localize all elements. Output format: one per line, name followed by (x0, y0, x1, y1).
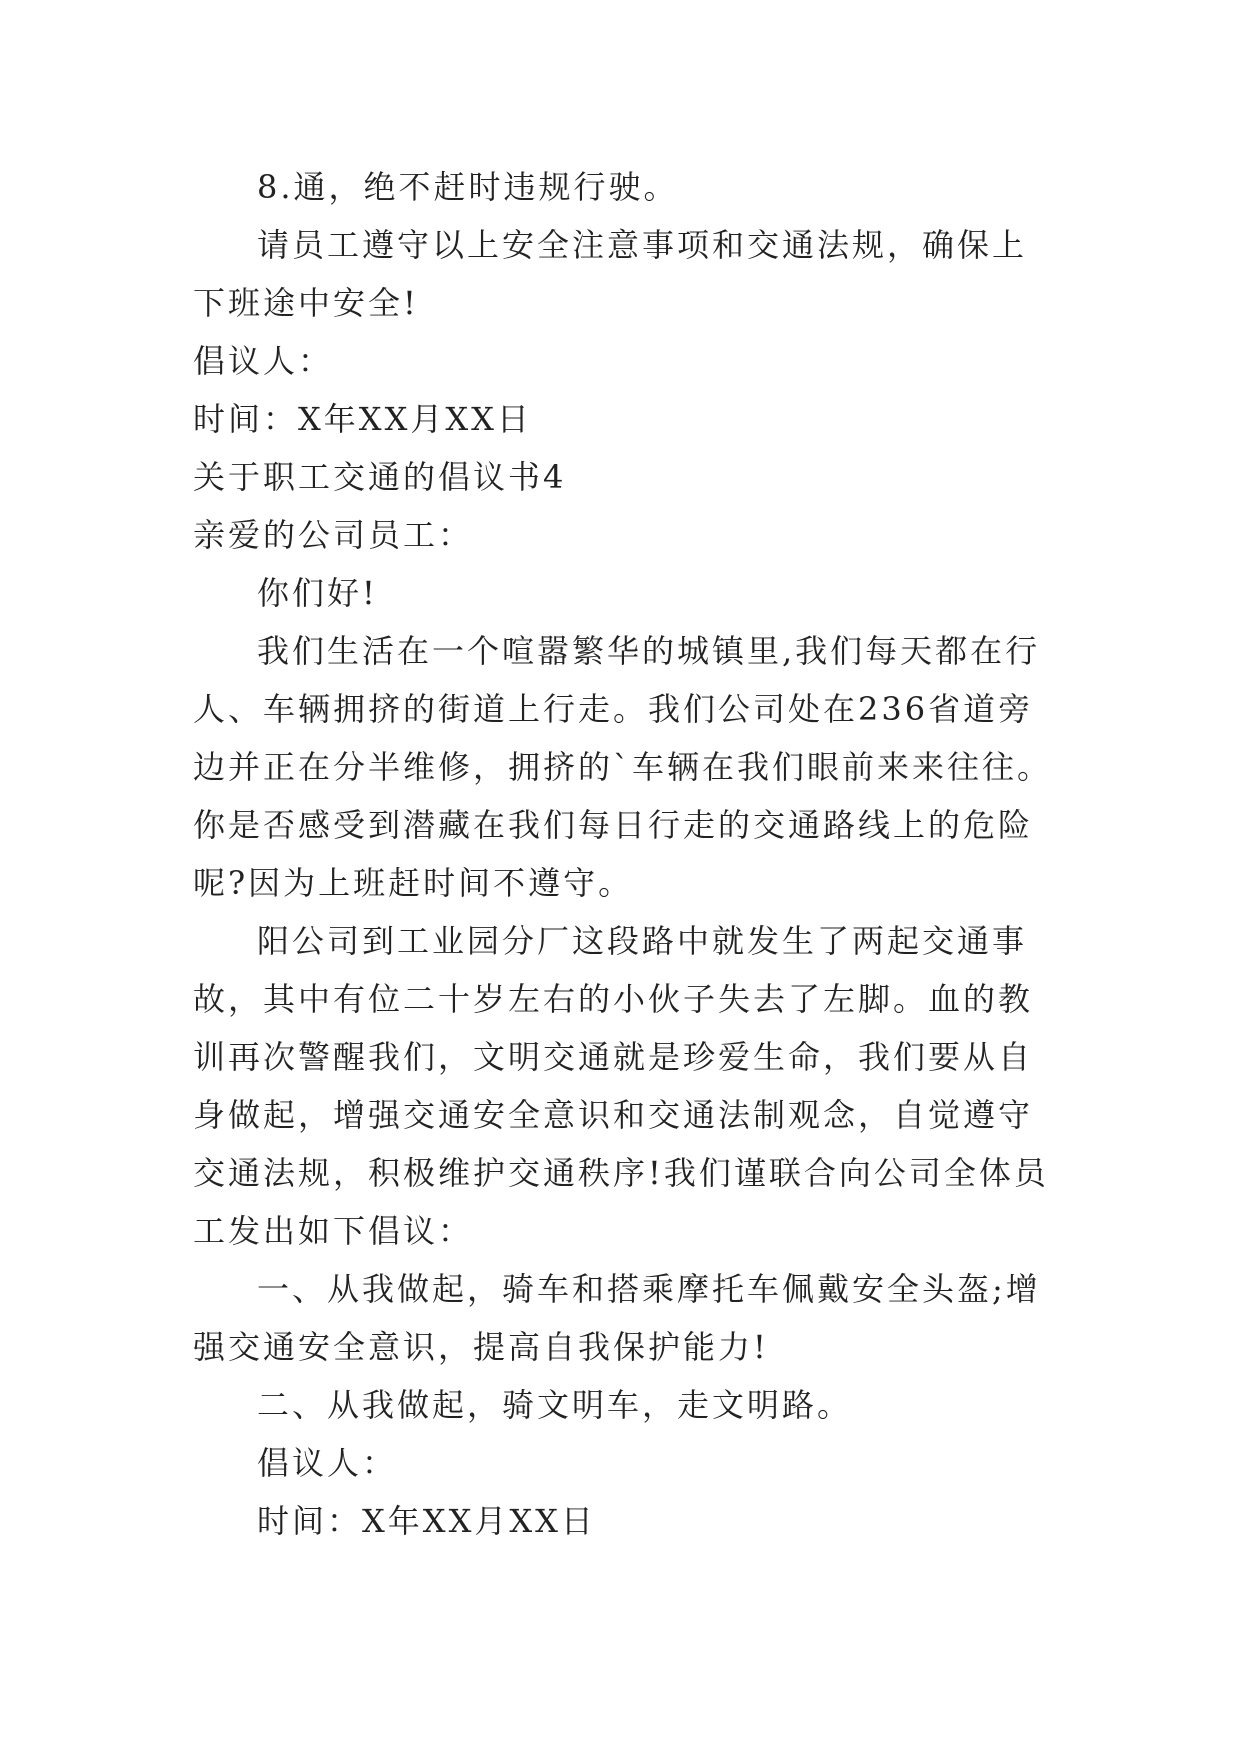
proposal-item-1: 一、从我做起，骑车和搭乘摩托车佩戴安全头盔;增强交通安全意识，提高自我保护能力! (193, 1270, 1041, 1366)
date-line: 时间：X年XX月XX日 (193, 400, 532, 438)
date-line-closing: 时间：X年XX月XX日 (257, 1502, 596, 1540)
paragraph-compliance-request: 请员工遵守以上安全注意事项和交通法规，确保上下班途中安全! (193, 226, 1028, 322)
proposal-item-2: 二、从我做起，骑文明车，走文明路。 (257, 1386, 853, 1424)
document-body (193, 158, 1053, 1550)
paragraph-city-traffic: 我们生活在一个喧嚣繁华的城镇里,我们每天都在行人、车辆拥挤的街道上行走。我们公司处在236省道旁边并正在分半维修，拥挤的`车辆在我们眼前来来往往。你是否感受到潜藏在我们每日行走的交通路线上的危险呢?因为上班赶时间不遵守。 (193, 632, 1053, 902)
initiator-label-closing: 倡议人： (257, 1444, 398, 1482)
paragraph-accident: 阳公司到工业园分厂这段路中就发生了两起交通事故，其中有位二十岁左右的小伙子失去了左脚。血的教训再次警醒我们，文明交通就是珍爱生命，我们要从自身做起，增强交通安全意识和交通法制观念，自觉遵守交通法规，积极维护交通秩序!我们谨联合向公司全体员工发出如下倡议： (193, 922, 1049, 1250)
section-title: 关于职工交通的倡议书4 (193, 458, 567, 496)
initiator-label: 倡议人： (193, 342, 334, 380)
paragraph-item-8: 8.通，绝不赶时违规行驶。 (257, 168, 679, 206)
salutation: 亲爱的公司员工： (193, 516, 474, 554)
greeting: 你们好! (257, 574, 378, 612)
